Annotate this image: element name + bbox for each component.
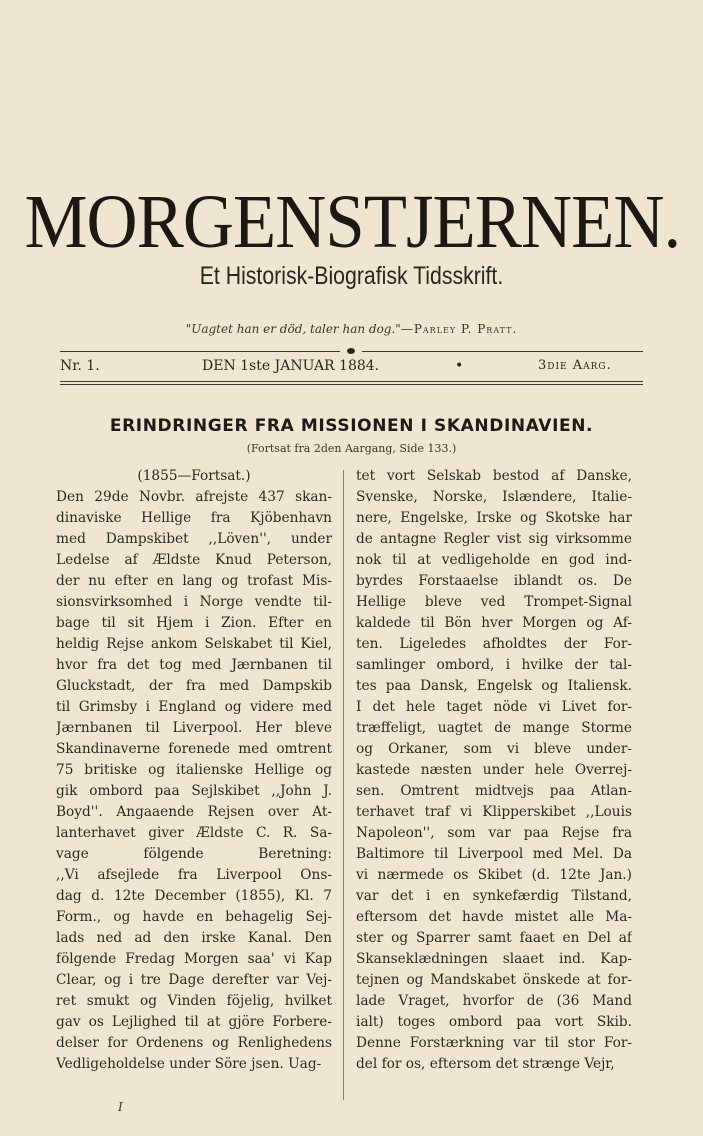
text-line: 75 britiske og italienske Hellige og (56, 762, 332, 778)
article-column-left (56, 466, 332, 1075)
masthead-title: MORGENSTJERNEN. (24, 180, 681, 264)
ornament-divider (60, 347, 643, 355)
article-headline: ERINDRINGER FRA MISSIONEN I SKANDINAVIEN. (109, 416, 594, 436)
article-continued-note: (Fortsat fra 2den Aargang, Side 133.) (246, 442, 457, 455)
motto (0, 322, 703, 336)
text-line: Napoleon'', som var paa Rejse fra (356, 825, 632, 841)
text-line: der nu efter en lang og trofast Mis- (56, 573, 332, 589)
text-line: Svenske, Norske, Islændere, Italie- (356, 489, 632, 505)
text-line: Baltimore til Liverpool med Mel. Da (356, 846, 632, 862)
text-line: ,,Vi afsejlede fra Liverpool Ons- (56, 867, 332, 883)
text-line: tejnen og Mandskabet önskede at for- (356, 972, 632, 988)
text-line: til Grimsby i England og videre med (56, 699, 332, 715)
signature-mark: I (118, 1100, 123, 1114)
text-line: Form., og havde en behagelig Sej- (56, 909, 332, 925)
issue-bullet: • (455, 358, 464, 374)
masthead-subtitle: Et Historisk-Biografisk Tidsskrift. (199, 262, 504, 290)
text-line: de antagne Regler vist sig virksomme (356, 531, 632, 547)
text-line: Clear, og i tre Dage derefter var Vej- (56, 972, 332, 988)
text-line: hvor fra det tog med Jærnbanen til (56, 657, 332, 673)
text-line: terhavet traf vi Klipperskibet ,,Louis (356, 804, 632, 820)
text-line: Skanseklædningen slaaet ind. Kap- (356, 951, 632, 967)
text-line: heldig Rejse ankom Selskabet til Kiel, (56, 636, 332, 652)
column-divider (343, 470, 344, 1100)
text-line: bage til sit Hjem i Zion. Efter en (56, 615, 332, 631)
text-line: Vedligeholdelse under Söre jsen. Uag- (56, 1056, 322, 1072)
text-line: I det hele taget nöde vi Livet for- (356, 699, 632, 715)
text-line: var det i en synkefærdig Tilstand, (356, 888, 632, 904)
rule-bottom (60, 384, 643, 385)
text-line: lanterhavet giver Ældste C. R. Sa- (56, 825, 332, 841)
text-line: sionsvirksomhed i Norge vendte til- (56, 594, 332, 610)
text-line: dinaviske Hellige fra Kjöbenhavn (56, 510, 332, 526)
motto-attribution: —Parley P. Pratt. (400, 322, 518, 336)
text-line: ret smukt og Vinden föjelig, hvilket (56, 993, 332, 1009)
issue-number: Nr. 1. (60, 358, 100, 374)
text-line: del for os, eftersom det strænge Vejr, (356, 1056, 615, 1072)
text-line: ten. Ligeledes afholdtes der For- (356, 636, 632, 652)
text-line: delser for Ordenens og Renlighedens (56, 1035, 332, 1051)
text-line: ster og Sparrer samt faaet en Del af (356, 930, 632, 946)
text-line: eftersom det havde mistet alle Ma- (356, 909, 632, 925)
text-line: dag d. 12te December (1855), Kl. 7 (56, 888, 332, 904)
issue-info (60, 358, 643, 378)
article-column-right (356, 466, 632, 1075)
issue-date: DEN 1ste JANUAR 1884. (202, 358, 380, 374)
text-line: tet vort Selskab bestod af Danske, (356, 468, 632, 484)
text-line: Skandinaverne forenede med omtrent (56, 741, 332, 757)
text-line: med Dampskibet ,,Löven'', under (56, 531, 332, 547)
text-line: byrdes Forstaaelse iblandt os. De (356, 573, 632, 589)
text-line: lads ned ad den irske Kanal. Den (56, 930, 332, 946)
text-line: Gluckstadt, der fra med Dampskib (56, 678, 332, 694)
text-line: lade Vraget, hvorfor de (36 Mand (356, 993, 632, 1009)
text-line: Jærnbanen til Liverpool. Her bleve (56, 720, 332, 736)
text-line: Hellige bleve ved Trompet-Signal (356, 594, 632, 610)
text-line: samlinger ombord, i hvilke der tal- (356, 657, 632, 673)
text-line: Ledelse af Ældste Knud Peterson, (56, 552, 332, 568)
text-line: tes paa Dansk, Engelsk og Italiensk. (356, 678, 632, 694)
text-line: kaldede til Bön hver Morgen og Af- (356, 615, 632, 631)
text-line: sen. Omtrent midtvejs paa Atlan- (356, 783, 632, 799)
text-line: (1855—Fortsat.) (137, 468, 251, 484)
text-line: vage fölgende Beretning: (56, 846, 332, 862)
text-line: gik ombord paa Sejlskibet ,,John J. (56, 783, 332, 799)
text-line: træffeligt, uagtet de mange Storme (356, 720, 632, 736)
text-line: Boyd''. Angaaende Rejsen over At- (56, 804, 332, 820)
text-line: nok til at vedligeholde en god ind- (356, 552, 632, 568)
text-line: og Orkaner, som vi bleve under- (356, 741, 632, 757)
rule-top (60, 381, 643, 382)
text-line: fölgende Fredag Morgen saa' vi Kap (56, 951, 332, 967)
text-line: nere, Engelske, Irske og Skotske har (356, 510, 632, 526)
motto-quote: "Uagtet han er död, taler han dog." (185, 322, 401, 336)
text-line: Denne Forstærkning var til stor For- (356, 1035, 632, 1051)
text-line: ialt) toges ombord paa vort Skib. (356, 1014, 632, 1030)
text-line: vi nærmede os Skibet (d. 12te Jan.) (356, 867, 632, 883)
text-line: gav os Lejlighed til at gjöre Forbere- (56, 1014, 332, 1030)
issue-volume: 3die Aarg. (538, 358, 612, 373)
text-line: Den 29de Novbr. afrejste 437 skan- (56, 489, 332, 505)
text-line: kastede næsten under hele Overrej- (356, 762, 632, 778)
